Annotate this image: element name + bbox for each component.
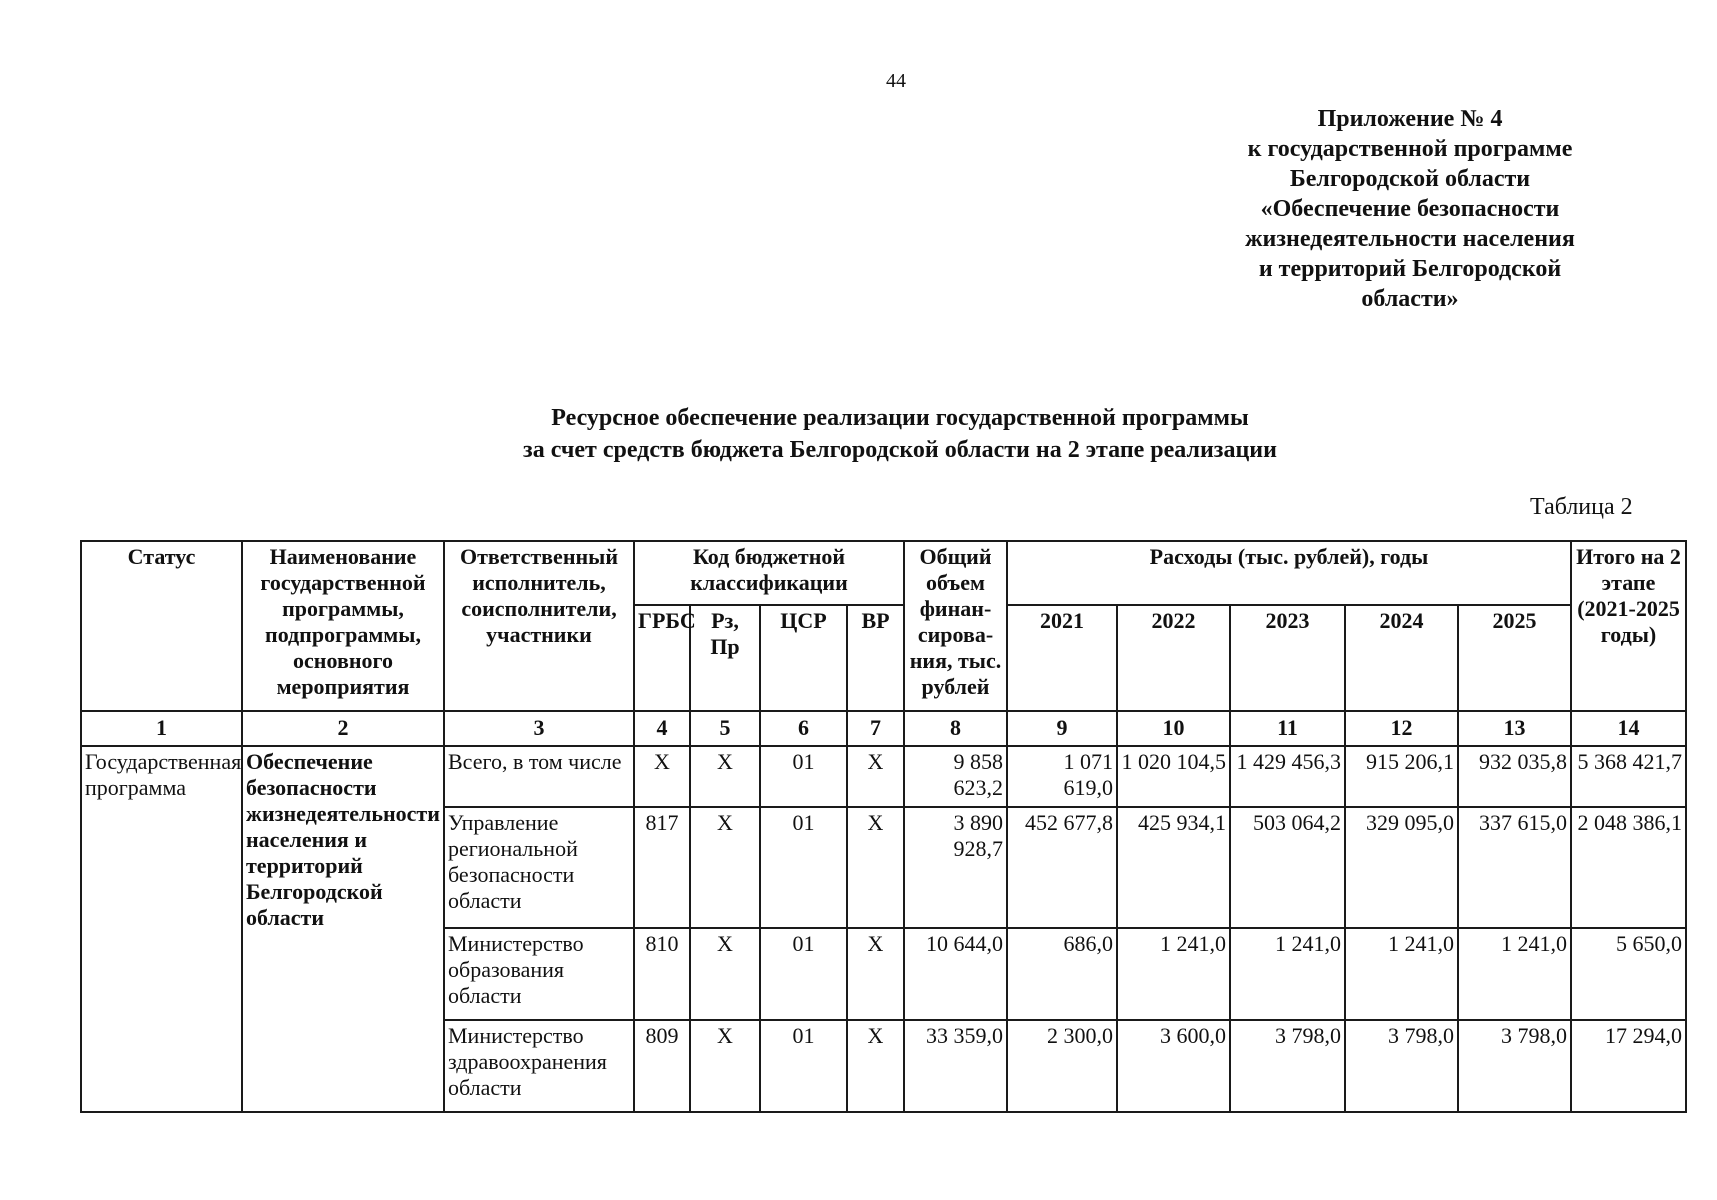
resource-table [80, 540, 1687, 1113]
header-stage-total: Итого на 2 этапе (2021-2025 годы) [1571, 541, 1686, 711]
header-year-2021: 2021 [1007, 605, 1117, 711]
header-csr: ЦСР [760, 605, 847, 711]
csr-cell: 01 [760, 746, 847, 807]
heading-line-1: Ресурсное обеспечение реализации государственной программы [551, 405, 1249, 431]
column-number: 1 [81, 711, 242, 746]
column-number: 3 [444, 711, 634, 746]
vr-cell: Х [847, 746, 904, 807]
year-2025-cell: 337 615,0 [1458, 807, 1571, 928]
column-number: 8 [904, 711, 1007, 746]
year-2025-cell: 3 798,0 [1458, 1020, 1571, 1112]
column-number: 9 [1007, 711, 1117, 746]
year-2024-cell: 329 095,0 [1345, 807, 1458, 928]
header-rzpr: Рз, Пр [690, 605, 760, 711]
column-number: 11 [1230, 711, 1345, 746]
csr-cell: 01 [760, 928, 847, 1020]
grbs-cell: Х [634, 746, 690, 807]
rzpr-cell: Х [690, 1020, 760, 1112]
appendix-line: области» [1361, 286, 1459, 312]
vr-cell: Х [847, 1020, 904, 1112]
year-2023-cell: 1 241,0 [1230, 928, 1345, 1020]
year-2023-cell: 1 429 456,3 [1230, 746, 1345, 807]
column-number-row [81, 711, 1686, 746]
year-2021-cell: 452 677,8 [1007, 807, 1117, 928]
csr-cell: 01 [760, 1020, 847, 1112]
total-cell: 9 858 623,2 [904, 746, 1007, 807]
appendix-line: Белгородской области [1289, 166, 1531, 192]
stage-total-cell: 17 294,0 [1571, 1020, 1686, 1112]
total-cell: 33 359,0 [904, 1020, 1007, 1112]
table-caption: Таблица 2 [1530, 494, 1633, 520]
column-number: 7 [847, 711, 904, 746]
column-number: 5 [690, 711, 760, 746]
stage-total-cell: 5 368 421,7 [1571, 746, 1686, 807]
header-year-2023: 2023 [1230, 605, 1345, 711]
year-2024-cell: 915 206,1 [1345, 746, 1458, 807]
header-vr: ВР [847, 605, 904, 711]
header-status: Статус [81, 541, 242, 711]
column-number: 13 [1458, 711, 1571, 746]
executor-cell: Всего, в том числе [444, 746, 634, 807]
vr-cell: Х [847, 928, 904, 1020]
rzpr-cell: Х [690, 928, 760, 1020]
appendix-line: к государственной программе [1247, 136, 1573, 162]
year-2023-cell: 503 064,2 [1230, 807, 1345, 928]
header-total: Общий объем финан-сирова-ния, тыс. рублей [904, 541, 1007, 711]
column-number: 2 [242, 711, 444, 746]
year-2024-cell: 3 798,0 [1345, 1020, 1458, 1112]
total-cell: 3 890 928,7 [904, 807, 1007, 928]
year-2025-cell: 932 035,8 [1458, 746, 1571, 807]
rzpr-cell: Х [690, 807, 760, 928]
stage-total-cell: 5 650,0 [1571, 928, 1686, 1020]
year-2022-cell: 1 241,0 [1117, 928, 1230, 1020]
vr-cell: Х [847, 807, 904, 928]
table-row-total [81, 746, 1686, 807]
column-number: 14 [1571, 711, 1686, 746]
appendix-header [1200, 104, 1620, 314]
year-2023-cell: 3 798,0 [1230, 1020, 1345, 1112]
column-number: 10 [1117, 711, 1230, 746]
header-year-2025: 2025 [1458, 605, 1571, 711]
grbs-cell: 817 [634, 807, 690, 928]
year-2021-cell: 1 071 619,0 [1007, 746, 1117, 807]
executor-cell: Управление региональной безопасности области [444, 807, 634, 928]
year-2024-cell: 1 241,0 [1345, 928, 1458, 1020]
header-budget-code: Код бюджетной классификации [634, 541, 904, 605]
header-expenses: Расходы (тыс. рублей), годы [1007, 541, 1571, 605]
grbs-cell: 810 [634, 928, 690, 1020]
appendix-line: Приложение № 4 [1317, 106, 1503, 132]
column-number: 4 [634, 711, 690, 746]
appendix-line: и территорий Белгородской [1258, 256, 1562, 282]
appendix-line: жизнедеятельности населения [1245, 226, 1575, 252]
executor-cell: Министерство образования области [444, 928, 634, 1020]
csr-cell: 01 [760, 807, 847, 928]
heading-line-2: за счет средств бюджета Белгородской области на 2 этапе реализации [523, 437, 1277, 463]
stage-total-cell: 2 048 386,1 [1571, 807, 1686, 928]
year-2021-cell: 686,0 [1007, 928, 1117, 1020]
rzpr-cell: Х [690, 746, 760, 807]
column-number: 6 [760, 711, 847, 746]
column-number: 12 [1345, 711, 1458, 746]
header-grbs: ГРБС [634, 605, 690, 711]
header-year-2024: 2024 [1345, 605, 1458, 711]
status-cell: Государственная программа [81, 746, 242, 1112]
appendix-line: «Обеспечение безопасности [1260, 196, 1560, 222]
year-2022-cell: 1 020 104,5 [1117, 746, 1230, 807]
grbs-cell: 809 [634, 1020, 690, 1112]
header-executor: Ответственный исполнитель, соисполнители, участники [444, 541, 634, 711]
year-2021-cell: 2 300,0 [1007, 1020, 1117, 1112]
year-2022-cell: 3 600,0 [1117, 1020, 1230, 1112]
page-number: 44 [886, 70, 906, 92]
document-heading [400, 402, 1400, 466]
header-name: Наименование государственной программы, подпрограммы, основного мероприятия [242, 541, 444, 711]
executor-cell: Министерство здравоохранения области [444, 1020, 634, 1112]
total-cell: 10 644,0 [904, 928, 1007, 1020]
header-row-1 [81, 541, 1686, 605]
header-year-2022: 2022 [1117, 605, 1230, 711]
program-name-cell: Обеспечение безопасности жизнедеятельности населения и территорий Белгородской области [242, 746, 444, 1112]
year-2022-cell: 425 934,1 [1117, 807, 1230, 928]
year-2025-cell: 1 241,0 [1458, 928, 1571, 1020]
